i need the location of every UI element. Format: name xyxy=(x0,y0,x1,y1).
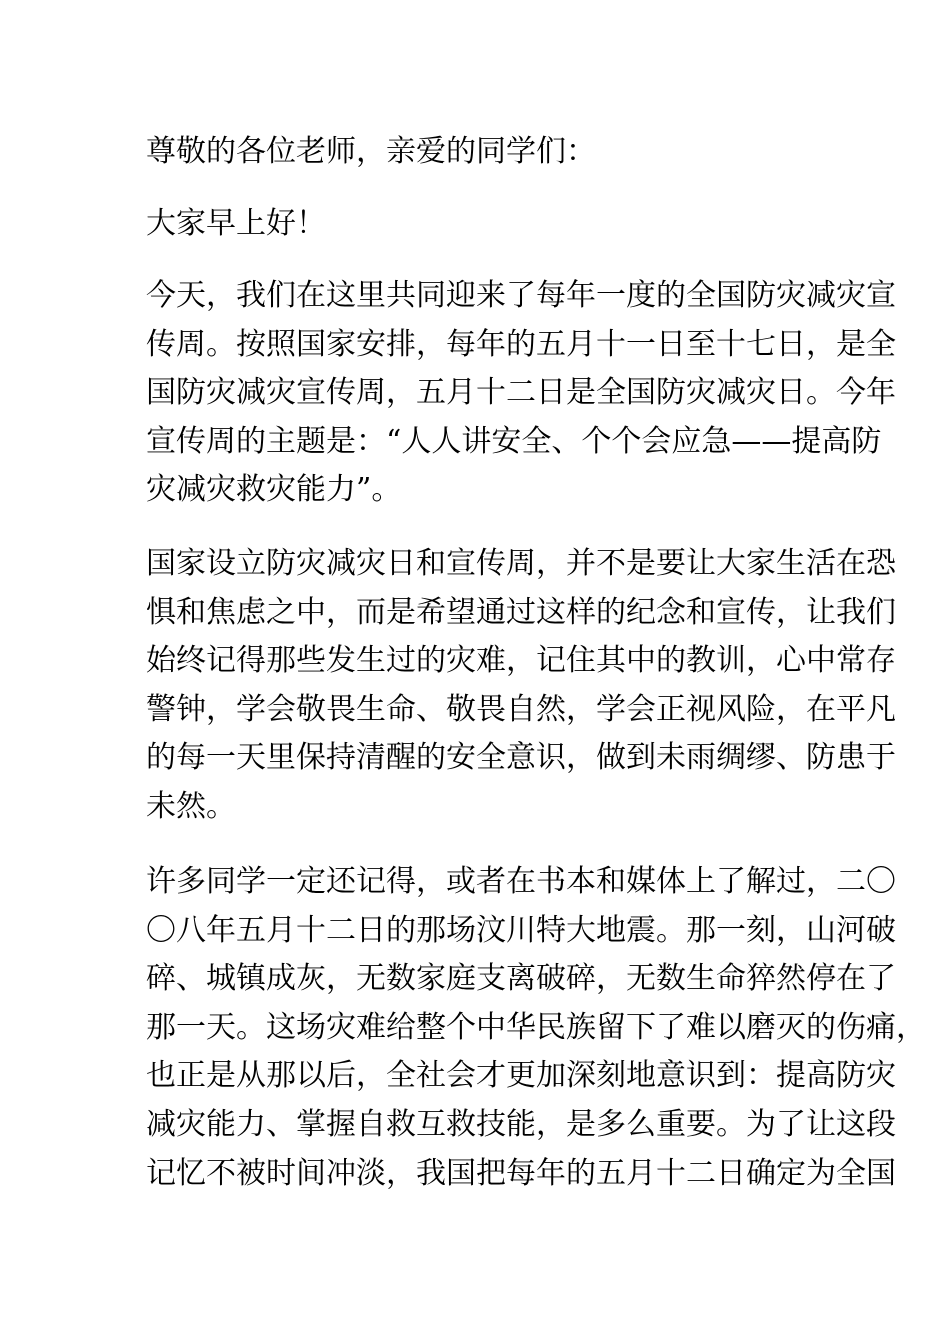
text-line: 国家设立防灾减灾日和宣传周，并不是要让大家生活在恐 xyxy=(146,546,896,581)
text-line: 大家早上好！ xyxy=(146,206,326,241)
text-line: 的每一天里保持清醒的安全意识，做到未雨绸缪、防患于 xyxy=(146,740,896,776)
text-line: 未然。 xyxy=(146,788,236,824)
text-line: 碎、城镇成灰，无数家庭支离破碎，无数生命猝然停在了 xyxy=(146,961,896,997)
greeting-paragraph xyxy=(146,200,806,249)
text-line: 记忆不被时间冲淡，我国把每年的五月十二日确定为全国 xyxy=(146,1155,896,1191)
body-paragraph-3 xyxy=(146,858,926,1198)
salutation-paragraph xyxy=(146,128,806,177)
text-line: 也正是从那以后，全社会才更加深刻地意识到：提高防灾 xyxy=(146,1058,896,1094)
text-line: 灾减灾救灾能力”。 xyxy=(146,472,402,508)
text-line: 传周。按照国家安排，每年的五月十一日至十七日，是全 xyxy=(146,326,896,362)
body-paragraph-1 xyxy=(146,272,896,515)
body-paragraph-2 xyxy=(146,540,896,832)
text-line: 警钟，学会敬畏生命、敬畏自然，学会正视风险，在平凡 xyxy=(146,691,896,727)
text-line: 始终记得那些发生过的灾难，记住其中的教训，心中常存 xyxy=(146,643,896,679)
text-line: 宣传周的主题是：“人人讲安全、个个会应急——提高防 xyxy=(146,423,882,459)
text-line: 尊敬的各位老师，亲爱的同学们： xyxy=(146,134,596,169)
text-line: 许多同学一定还记得，或者在书本和媒体上了解过，二〇 xyxy=(146,864,896,899)
text-line: 那一天。这场灾难给整个中华民族留下了难以磨灭的伤痛， xyxy=(146,1009,926,1045)
text-line: 减灾能力、掌握自救互救技能，是多么重要。为了让这段 xyxy=(146,1106,896,1142)
text-line: 国防灾减灾宣传周，五月十二日是全国防灾减灾日。今年 xyxy=(146,375,896,411)
text-line: 今天，我们在这里共同迎来了每年一度的全国防灾减灾宣 xyxy=(146,278,896,313)
text-line: 〇八年五月十二日的那场汶川特大地震。那一刻，山河破 xyxy=(146,912,896,948)
text-line: 惧和焦虑之中，而是希望通过这样的纪念和宣传，让我们 xyxy=(146,594,896,630)
